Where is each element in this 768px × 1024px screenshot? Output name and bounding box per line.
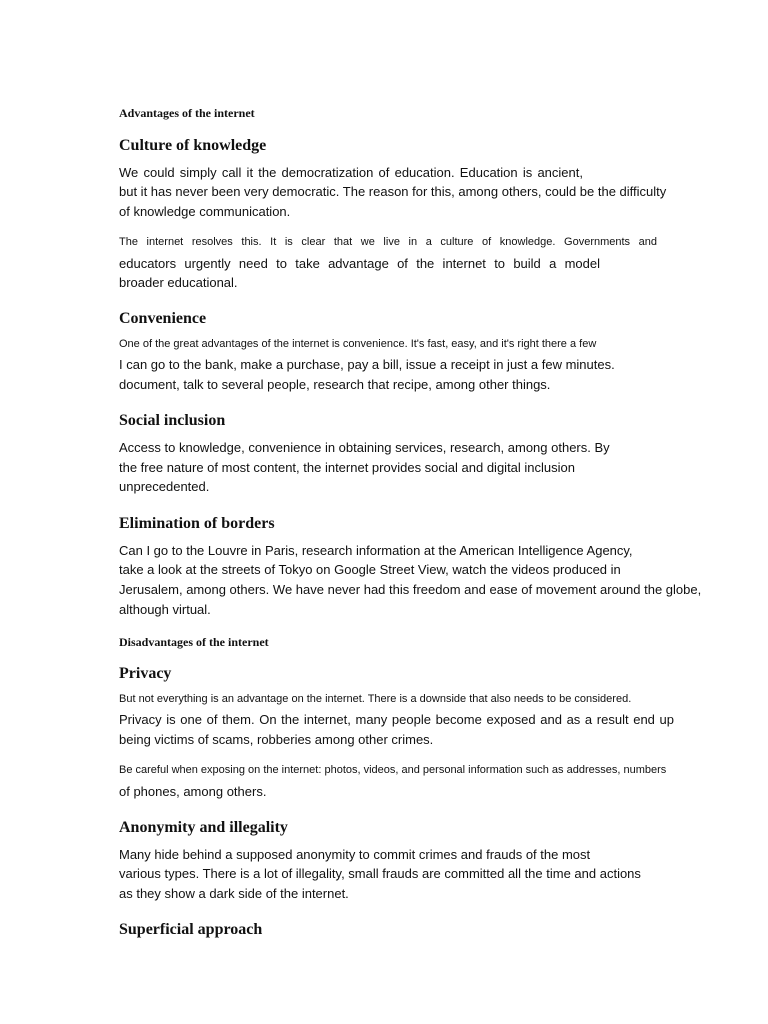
paragraph-line: Can I go to the Louvre in Paris, research information at the American Intelligence Agency, [119,543,633,558]
heading-social-inclusion: Social inclusion [119,412,226,429]
paragraph-line: The internet resolves this. It is clear that we live in a culture of knowledge. Governments and [119,236,657,248]
paragraph-line: various types. There is a lot of illegality, small frauds are committed all the time and actions [119,866,641,881]
paragraph-line: I can go to the bank, make a purchase, pay a bill, issue a receipt in just a few minutes. [119,357,615,372]
heading-convenience: Convenience [119,310,207,327]
paragraph-line: But not everything is an advantage on the internet. There is a downside that also needs to be considered. [119,693,632,705]
section-title-disadvantages: Disadvantages of the internet [119,635,269,649]
paragraph-line: Many hide behind a supposed anonymity to commit crimes and frauds of the most [119,847,591,862]
paragraph-line: Be careful when exposing on the internet: photos, videos, and personal information such as addresses, numbers [119,764,667,776]
heading-elimination-of-borders: Elimination of borders [119,515,275,532]
section-title-advantages: Advantages of the internet [119,106,255,120]
paragraph-line: take a look at the streets of Tokyo on Google Street View, watch the videos produced in [119,562,621,577]
paragraph-line: but it has never been very democratic. The reason for this, among others, could be the difficulty [119,184,667,199]
paragraph-line: Privacy is one of them. On the internet, many people become exposed and as a result end up [119,712,674,727]
paragraph-line: document, talk to several people, research that recipe, among other things. [119,377,551,392]
paragraph-line: as they show a dark side of the internet. [119,886,349,901]
paragraph-line: Access to knowledge, convenience in obtaining services, research, among others. By [119,440,610,455]
paragraph-line: the free nature of most content, the internet provides social and digital inclusion [119,460,575,475]
heading-privacy: Privacy [119,665,172,682]
paragraph-line: One of the great advantages of the internet is convenience. It's fast, easy, and it's right there a few [119,338,597,350]
paragraph-line: broader educational. [119,275,238,290]
heading-superficial-approach: Superficial approach [119,921,263,938]
heading-anonymity-and-illegality: Anonymity and illegality [119,819,288,836]
paragraph-line: We could simply call it the democratization of education. Education is ancient, [119,165,583,180]
heading-culture-of-knowledge: Culture of knowledge [119,137,267,154]
paragraph-line: educators urgently need to take advantage of the internet to build a model [119,256,600,271]
paragraph-line: of phones, among others. [119,784,267,799]
paragraph-line: being victims of scams, robberies among other crimes. [119,732,434,747]
paragraph-line: Jerusalem, among others. We have never had this freedom and ease of movement around the globe, [119,582,702,597]
paragraph-line: although virtual. [119,602,211,617]
paragraph-line: unprecedented. [119,479,210,494]
paragraph-line: of knowledge communication. [119,204,291,219]
